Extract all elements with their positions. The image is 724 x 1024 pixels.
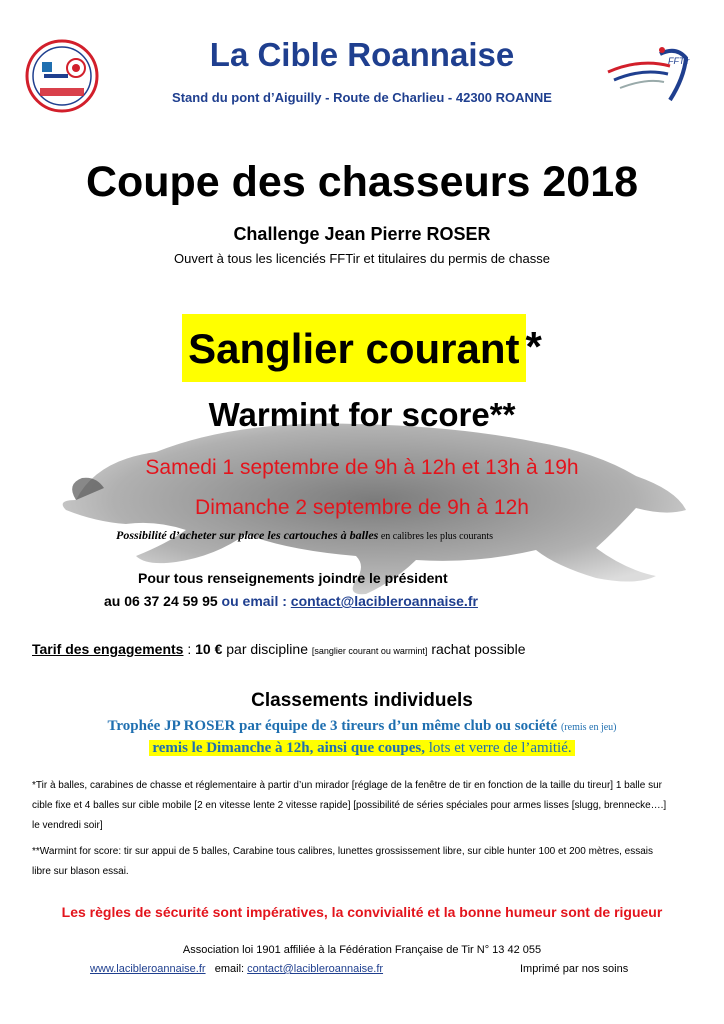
sanglier-title: Sanglier courant	[182, 314, 525, 382]
contact-or-email: ou email :	[217, 593, 291, 609]
remis-normal: lots et verre de l’amitié.	[425, 740, 572, 756]
main-title: Coupe des chasseurs 2018	[85, 158, 639, 206]
footer-email-link[interactable]: contact@lacibleroannaise.fr	[247, 963, 384, 975]
sanglier-star: *	[525, 323, 542, 370]
warmint-title: Warmint for score**	[208, 396, 516, 433]
open-to-note: Ouvert à tous les licenciés FFTir et titulaires du permis de chasse	[174, 251, 550, 266]
remis-highlight	[149, 740, 574, 756]
tarif-sep: :	[183, 641, 196, 657]
fftir-logo-text: FFTir	[668, 56, 690, 66]
sanglier-heading	[0, 314, 724, 382]
website-link[interactable]: www.lacibleroannaise.fr	[90, 963, 206, 975]
footer-email-label: email:	[205, 963, 248, 975]
tarif-label: Tarif des engagements	[32, 641, 184, 657]
contact-phone: au 06 37 24 59 95	[104, 593, 218, 609]
club-address: Stand du pont d’Aiguilly - Route de Charlieu - 42300 ROANNE	[172, 90, 552, 105]
club-name: La Cible Roannaise	[209, 36, 515, 73]
trophy-line	[0, 718, 724, 735]
remis-bold: remis le Dimanche à 12h, ainsi que coupes,	[152, 740, 426, 756]
purchase-note-small: en calibres les plus courants	[378, 531, 493, 542]
challenge-title: Challenge Jean Pierre ROSER	[233, 224, 491, 244]
trophy-text: Trophée JP ROSER par équipe de 3 tireurs d’un même club ou société	[107, 718, 561, 734]
purchase-note-main: Possibilité d’acheter sur place les cartouches à balles	[116, 528, 379, 542]
contact-email-link[interactable]: contact@lacibleroannaise.fr	[290, 593, 478, 609]
note-sanglier: *Tir à balles, carabines de chasse et réglementaire à partir d’un mirador [réglage de la fenêtre de tir en fonction de la taille du tireur] 1 balle sur cible fixe et 4 balles sur cible mobile [2 en vitesse lente 2 vitesse rapide] [possibilité de séries spéciales pour armes lisses [slugg, brennecke….] le vendredi soir]	[32, 780, 667, 831]
purchase-note	[116, 528, 493, 543]
tarif-line	[32, 641, 526, 657]
tarif-detail: [sanglier courant ou warmint]	[311, 646, 428, 656]
safety-rules: Les règles de sécurité sont impératives, la convivialité et la bonne humeur sont de rigueur	[61, 904, 663, 920]
contact-details	[104, 593, 478, 609]
note-warmint: **Warmint for score: tir sur appui de 5 balles, Carabine tous calibres, lunettes grossissement libre, sur cible hunter 100 et 200 mètres, essais libre sur blason essai.	[32, 846, 654, 877]
footer-links	[90, 963, 383, 975]
association-line: Association loi 1901 affiliée à la Fédération Française de Tir N° 13 42 055	[182, 944, 542, 956]
tarif-rachat: rachat possible	[427, 641, 526, 657]
remis-line	[0, 740, 724, 757]
printed-note: Imprimé par nos soins	[520, 963, 629, 975]
trophy-small: (remis en jeu)	[560, 722, 617, 733]
tarif-price: 10 €	[195, 641, 223, 657]
classements-title: Classements individuels	[251, 690, 473, 711]
tarif-per: par discipline	[222, 641, 312, 657]
saturday-schedule: Samedi 1 septembre de 9h à 12h et 13h à 19h	[145, 456, 579, 479]
contact-line: Pour tous renseignements joindre le président	[138, 570, 448, 586]
sunday-schedule: Dimanche 2 septembre de 9h à 12h	[195, 496, 529, 519]
